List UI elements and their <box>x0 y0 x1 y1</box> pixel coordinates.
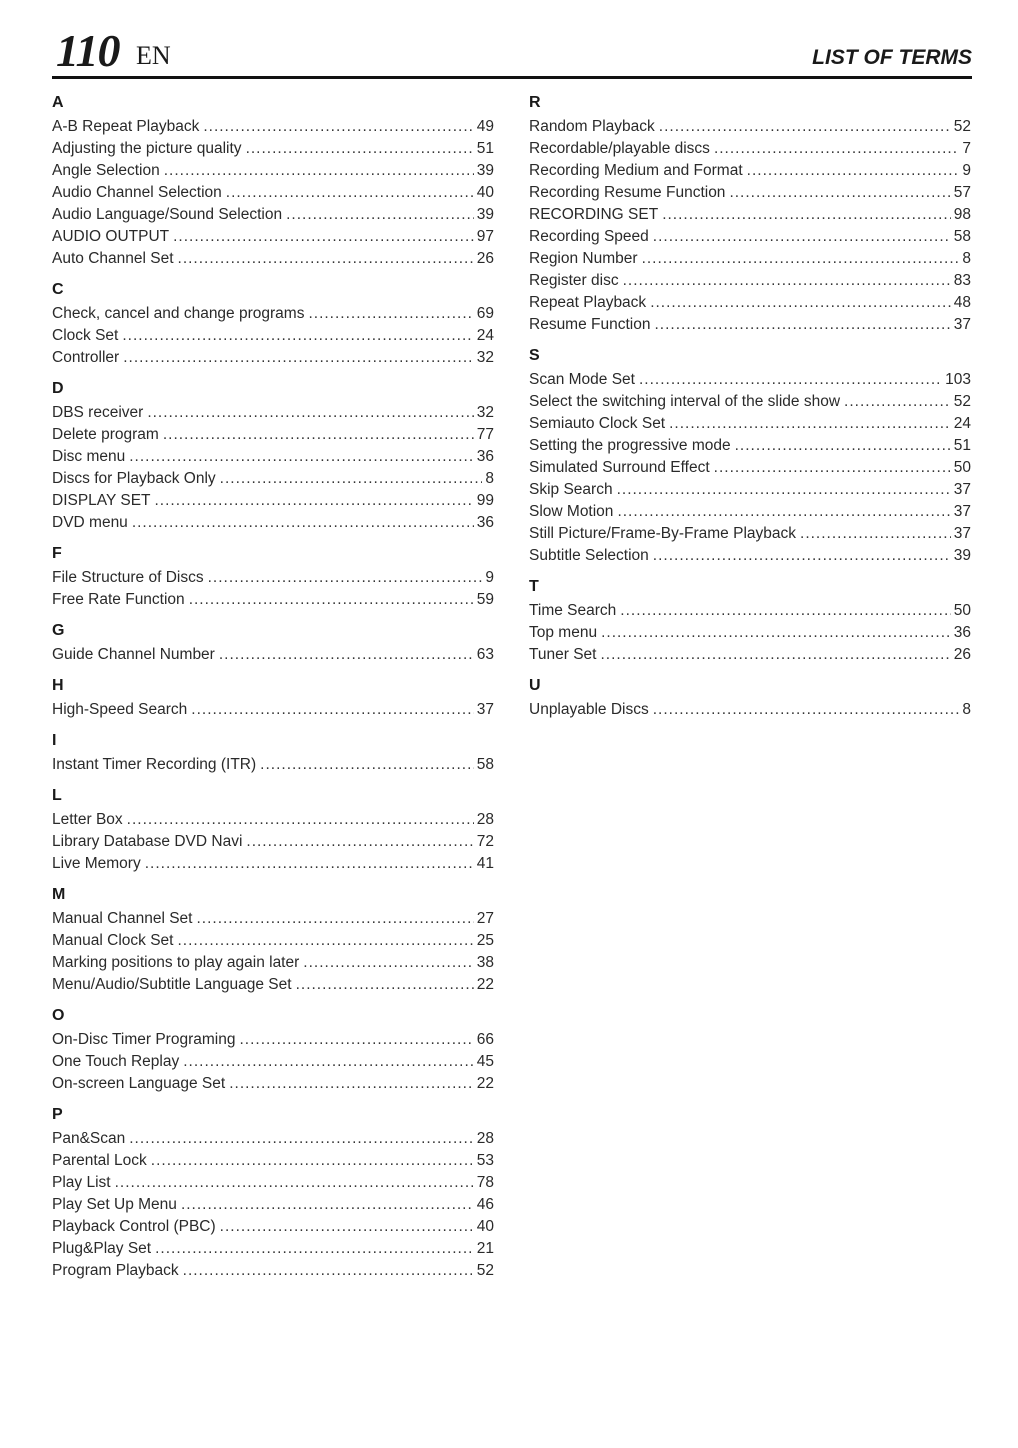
entry-page: 37 <box>953 481 971 498</box>
entry-term: Auto Channel Set <box>52 250 174 267</box>
dot-leader <box>229 1073 474 1095</box>
dot-leader <box>147 402 473 424</box>
section-letter: G <box>52 622 65 639</box>
entry-term: DISPLAY SET <box>52 492 151 509</box>
index-entry <box>529 600 971 622</box>
section-letter: S <box>529 347 540 364</box>
entry-page: 98 <box>953 206 971 223</box>
index-section-m <box>52 884 494 996</box>
index-entry <box>52 424 494 446</box>
index-section-u <box>529 675 971 721</box>
entry-term: Check, cancel and change programs <box>52 305 305 322</box>
dot-leader <box>208 567 483 589</box>
dot-leader <box>189 589 474 611</box>
section-letter: F <box>52 545 62 562</box>
entry-term: On-screen Language Set <box>52 1075 226 1092</box>
entry-page: 37 <box>953 503 971 520</box>
index-section-r <box>529 92 971 336</box>
dot-leader <box>617 501 950 523</box>
entry-page: 37 <box>953 316 971 333</box>
index-entry <box>52 1172 494 1194</box>
entry-page: 45 <box>476 1053 494 1070</box>
index-section-o <box>52 1005 494 1095</box>
index-entry <box>52 831 494 853</box>
entry-page: 51 <box>953 437 971 454</box>
entry-page: 53 <box>476 1152 494 1169</box>
entry-page: 8 <box>962 250 971 267</box>
entry-page: 99 <box>476 492 494 509</box>
entry-term: Audio Language/Sound Selection <box>52 206 283 223</box>
entry-page: 21 <box>476 1240 494 1257</box>
entry-page: 22 <box>476 1075 494 1092</box>
index-entry <box>52 1260 494 1282</box>
entry-term: A-B Repeat Playback <box>52 118 200 135</box>
index-section-i <box>52 730 494 776</box>
entry-term: DVD menu <box>52 514 128 531</box>
dot-leader <box>219 644 474 666</box>
entry-page: 9 <box>485 569 494 586</box>
entry-page: 58 <box>476 756 494 773</box>
index-entry <box>52 930 494 952</box>
index-entry <box>529 138 971 160</box>
entry-page: 27 <box>476 910 494 927</box>
entry-term: Playback Control (PBC) <box>52 1218 216 1235</box>
entry-term: Marking positions to play again later <box>52 954 300 971</box>
entry-term: Recordable/playable discs <box>529 140 710 157</box>
entry-term: Top menu <box>529 624 598 641</box>
entry-term: Semiauto Clock Set <box>529 415 666 432</box>
entry-page: 103 <box>945 371 971 388</box>
entry-page: 48 <box>953 294 971 311</box>
index-section-t <box>529 576 971 666</box>
dot-leader <box>122 325 473 347</box>
index-entry <box>529 160 971 182</box>
entry-term: Still Picture/Frame-By-Frame Playback <box>529 525 797 542</box>
entry-term: One Touch Replay <box>52 1053 180 1070</box>
entry-term: Tuner Set <box>529 646 597 663</box>
entry-term: Disc menu <box>52 448 126 465</box>
index-entry <box>529 457 971 479</box>
index-entry <box>529 622 971 644</box>
page-title: LIST OF TERMS <box>812 46 972 69</box>
index-section-h <box>52 675 494 721</box>
index-section-a <box>52 92 494 270</box>
dot-leader <box>191 699 473 721</box>
dot-leader <box>145 853 474 875</box>
index-entry <box>529 270 971 292</box>
dot-leader <box>286 204 474 226</box>
index-entry <box>52 138 494 160</box>
entry-page: 52 <box>953 118 971 135</box>
left-column <box>52 92 494 1291</box>
entry-page: 52 <box>953 393 971 410</box>
entry-page: 26 <box>953 646 971 663</box>
dot-leader <box>800 523 951 545</box>
index-section-s <box>529 345 971 567</box>
entry-term: Unplayable Discs <box>529 701 649 718</box>
entry-page: 40 <box>476 1218 494 1235</box>
section-letter: L <box>52 787 62 804</box>
entry-page: 24 <box>476 327 494 344</box>
section-letter: I <box>52 732 57 749</box>
index-entry <box>52 1150 494 1172</box>
entry-page: 39 <box>476 162 494 179</box>
entry-page: 63 <box>476 646 494 663</box>
index-entry <box>529 292 971 314</box>
dot-leader <box>714 457 951 479</box>
dot-leader <box>178 248 474 270</box>
index-entry <box>52 248 494 270</box>
section-letter: P <box>52 1106 63 1123</box>
entry-page: 51 <box>476 140 494 157</box>
dot-leader <box>129 446 474 468</box>
entry-page: 78 <box>476 1174 494 1191</box>
entry-term: Register disc <box>529 272 619 289</box>
entry-term: Region Number <box>529 250 638 267</box>
index-entry <box>52 589 494 611</box>
section-letter: R <box>529 94 541 111</box>
entry-term: Instant Timer Recording (ITR) <box>52 756 257 773</box>
index-entry <box>52 303 494 325</box>
entry-term: Menu/Audio/Subtitle Language Set <box>52 976 292 993</box>
index-entry <box>52 952 494 974</box>
index-entry <box>529 116 971 138</box>
entry-term: Random Playback <box>529 118 655 135</box>
entry-page: 22 <box>476 976 494 993</box>
dot-leader <box>729 182 950 204</box>
index-entry <box>529 435 971 457</box>
entry-term: Guide Channel Number <box>52 646 215 663</box>
index-entry <box>52 1128 494 1150</box>
entry-term: Discs for Playback Only <box>52 470 216 487</box>
index-section-f <box>52 543 494 611</box>
entry-term: Plug&Play Set <box>52 1240 152 1257</box>
section-letter: T <box>529 578 539 595</box>
dot-leader <box>129 1128 474 1150</box>
dot-leader <box>183 1260 474 1282</box>
dot-leader <box>296 974 474 996</box>
dot-leader <box>115 1172 474 1194</box>
page-language: EN <box>136 41 171 70</box>
dot-leader <box>844 391 951 413</box>
entry-page: 32 <box>476 404 494 421</box>
entry-term: Manual Channel Set <box>52 910 193 927</box>
entry-page: 39 <box>476 206 494 223</box>
dot-leader <box>260 754 474 776</box>
dot-leader <box>735 435 951 457</box>
index-entry <box>52 908 494 930</box>
index-section-d <box>52 378 494 534</box>
dot-leader <box>601 622 951 644</box>
index-entry <box>52 347 494 369</box>
entry-page: 36 <box>953 624 971 641</box>
index-entry <box>52 567 494 589</box>
entry-page: 36 <box>476 514 494 531</box>
entry-page: 97 <box>476 228 494 245</box>
index-entry <box>52 226 494 248</box>
section-letter: O <box>52 1007 65 1024</box>
entry-term: Angle Selection <box>52 162 160 179</box>
index-entry <box>529 523 971 545</box>
index-entry <box>529 369 971 391</box>
index-entry <box>529 204 971 226</box>
dot-leader <box>246 138 474 160</box>
dot-leader <box>653 545 951 567</box>
entry-term: Library Database DVD Navi <box>52 833 243 850</box>
entry-page: 9 <box>962 162 971 179</box>
entry-term: Recording Resume Function <box>529 184 726 201</box>
index-entry <box>52 1194 494 1216</box>
entry-page: 50 <box>953 459 971 476</box>
index-entry <box>529 644 971 666</box>
dot-leader <box>303 952 473 974</box>
entry-page: 50 <box>953 602 971 619</box>
dot-leader <box>163 424 474 446</box>
index-entry <box>529 699 971 721</box>
dot-leader <box>226 182 474 204</box>
dot-leader <box>620 600 950 622</box>
dot-leader <box>642 248 960 270</box>
entry-page: 69 <box>476 305 494 322</box>
index-entry <box>52 490 494 512</box>
index-entry <box>529 248 971 270</box>
entry-page: 77 <box>476 426 494 443</box>
dot-leader <box>127 809 474 831</box>
entry-term: Slow Motion <box>529 503 614 520</box>
entry-term: Letter Box <box>52 811 123 828</box>
entry-page: 46 <box>476 1196 494 1213</box>
dot-leader <box>623 270 951 292</box>
dot-leader <box>155 490 474 512</box>
dot-leader <box>181 1194 474 1216</box>
section-letter: H <box>52 677 64 694</box>
entry-term: Resume Function <box>529 316 651 333</box>
dot-leader <box>203 116 473 138</box>
index-entry <box>52 160 494 182</box>
entry-page: 36 <box>476 448 494 465</box>
index-entry <box>52 204 494 226</box>
dot-leader <box>669 413 951 435</box>
index-entry <box>52 809 494 831</box>
entry-term: Clock Set <box>52 327 119 344</box>
entry-term: Recording Speed <box>529 228 649 245</box>
entry-term: On-Disc Timer Programing <box>52 1031 236 1048</box>
dot-leader <box>220 468 483 490</box>
index-section-p <box>52 1104 494 1282</box>
entry-page: 40 <box>476 184 494 201</box>
entry-term: Manual Clock Set <box>52 932 174 949</box>
dot-leader <box>177 930 473 952</box>
index-entry <box>529 226 971 248</box>
dot-leader <box>653 226 951 248</box>
index-entry <box>52 325 494 347</box>
entry-term: Skip Search <box>529 481 613 498</box>
entry-page: 83 <box>953 272 971 289</box>
index-section-c <box>52 279 494 369</box>
entry-term: Controller <box>52 349 120 366</box>
index-entry <box>52 402 494 424</box>
entry-page: 39 <box>953 547 971 564</box>
page-number: 110 <box>56 25 120 76</box>
entry-page: 37 <box>953 525 971 542</box>
entry-page: 25 <box>476 932 494 949</box>
entry-page: 66 <box>476 1031 494 1048</box>
entry-term: Pan&Scan <box>52 1130 126 1147</box>
dot-leader <box>151 1150 474 1172</box>
entry-page: 57 <box>953 184 971 201</box>
entry-page: 32 <box>476 349 494 366</box>
dot-leader <box>246 831 473 853</box>
dot-leader <box>654 314 950 336</box>
dot-leader <box>639 369 942 391</box>
dot-leader <box>164 160 474 182</box>
entry-page: 8 <box>962 701 971 718</box>
entry-page: 38 <box>476 954 494 971</box>
entry-term: AUDIO OUTPUT <box>52 228 170 245</box>
entry-term: Subtitle Selection <box>529 547 649 564</box>
dot-leader <box>173 226 474 248</box>
right-column <box>529 92 971 730</box>
index-entry <box>529 413 971 435</box>
index-entry <box>529 314 971 336</box>
entry-term: Scan Mode Set <box>529 371 635 388</box>
index-entry <box>52 754 494 776</box>
index-entry <box>52 512 494 534</box>
entry-page: 59 <box>476 591 494 608</box>
entry-term: File Structure of Discs <box>52 569 204 586</box>
dot-leader <box>653 699 960 721</box>
index-entry <box>529 501 971 523</box>
index-entry <box>529 391 971 413</box>
index-entry <box>529 479 971 501</box>
index-entry <box>52 1216 494 1238</box>
index-section-g <box>52 620 494 666</box>
entry-term: Select the switching interval of the slide show <box>529 393 841 410</box>
entry-term: Play List <box>52 1174 111 1191</box>
dot-leader <box>601 644 951 666</box>
entry-term: Audio Channel Selection <box>52 184 222 201</box>
page-header <box>52 26 972 79</box>
section-letter: C <box>52 281 64 298</box>
dot-leader <box>650 292 951 314</box>
dot-leader <box>617 479 951 501</box>
entry-page: 7 <box>962 140 971 157</box>
entry-page: 26 <box>476 250 494 267</box>
index-entry <box>52 853 494 875</box>
entry-term: Repeat Playback <box>529 294 647 311</box>
entry-page: 41 <box>476 855 494 872</box>
index-entry <box>529 182 971 204</box>
entry-term: Live Memory <box>52 855 141 872</box>
dot-leader <box>132 512 474 534</box>
section-letter: M <box>52 886 66 903</box>
index-entry <box>52 644 494 666</box>
dot-leader <box>714 138 959 160</box>
index-entry <box>52 1073 494 1095</box>
dot-leader <box>155 1238 474 1260</box>
index-entry <box>52 116 494 138</box>
dot-leader <box>239 1029 473 1051</box>
dot-leader <box>747 160 960 182</box>
dot-leader <box>659 116 951 138</box>
entry-page: 28 <box>476 1130 494 1147</box>
index-entry <box>52 1051 494 1073</box>
entry-term: Time Search <box>529 602 617 619</box>
entry-term: Adjusting the picture quality <box>52 140 242 157</box>
index-entry <box>52 182 494 204</box>
dot-leader <box>220 1216 474 1238</box>
index-entry <box>52 1029 494 1051</box>
index-entry <box>52 699 494 721</box>
section-letter: A <box>52 94 64 111</box>
entry-page: 58 <box>953 228 971 245</box>
index-entry <box>52 1238 494 1260</box>
dot-leader <box>183 1051 474 1073</box>
entry-page: 72 <box>476 833 494 850</box>
entry-page: 28 <box>476 811 494 828</box>
entry-term: Parental Lock <box>52 1152 147 1169</box>
index-entry <box>529 545 971 567</box>
entry-page: 8 <box>485 470 494 487</box>
index-entry <box>52 468 494 490</box>
entry-term: Setting the progressive mode <box>529 437 731 454</box>
index-entry <box>52 446 494 468</box>
index-section-l <box>52 785 494 875</box>
dot-leader <box>123 347 474 369</box>
entry-term: RECORDING SET <box>529 206 659 223</box>
index-entry <box>52 974 494 996</box>
entry-term: DBS receiver <box>52 404 144 421</box>
entry-page: 24 <box>953 415 971 432</box>
entry-term: Program Playback <box>52 1262 179 1279</box>
dot-leader <box>308 303 473 325</box>
entry-page: 37 <box>476 701 494 718</box>
section-letter: D <box>52 380 64 397</box>
entry-page: 49 <box>476 118 494 135</box>
entry-page: 52 <box>476 1262 494 1279</box>
entry-term: Free Rate Function <box>52 591 185 608</box>
entry-term: Recording Medium and Format <box>529 162 743 179</box>
dot-leader <box>196 908 473 930</box>
entry-term: High-Speed Search <box>52 701 188 718</box>
section-letter: U <box>529 677 541 694</box>
entry-term: Play Set Up Menu <box>52 1196 177 1213</box>
entry-term: Simulated Surround Effect <box>529 459 710 476</box>
entry-term: Delete program <box>52 426 159 443</box>
dot-leader <box>662 204 951 226</box>
